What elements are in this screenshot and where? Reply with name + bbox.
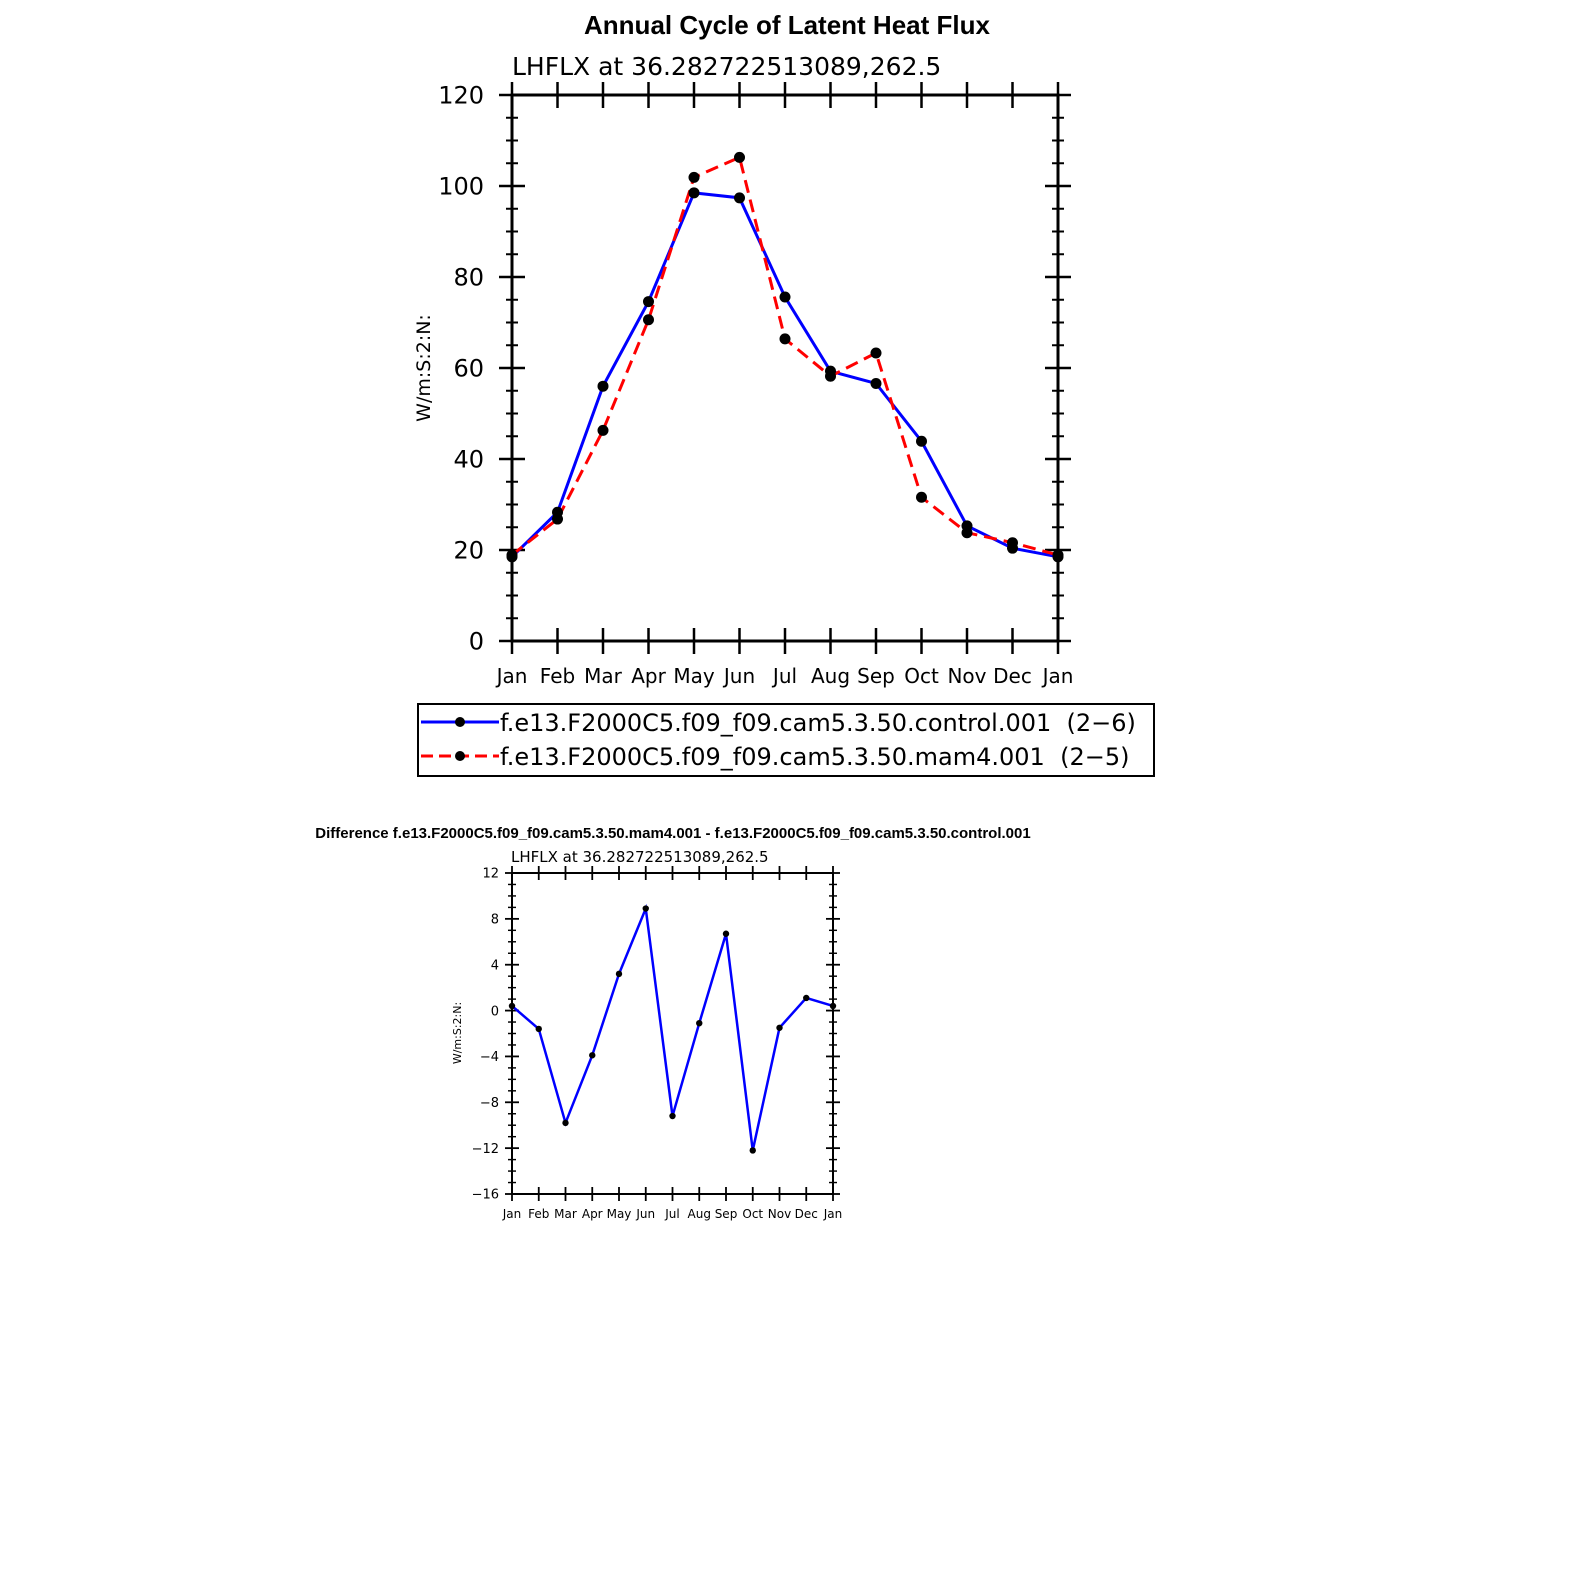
chart2-series-0-point [643,905,649,911]
legend-entry-control [421,709,1136,737]
chart1-x-tick-label: Nov [947,664,987,688]
legend-marker-mam4 [455,751,465,761]
chart1-title: Annual Cycle of Latent Heat Flux [584,10,990,40]
chart2-y-tick-label: −4 [479,1050,499,1066]
chart2-series-0-point [536,1026,542,1032]
chart1-series-1-point [1007,537,1018,548]
chart1-series-1-point [552,514,563,525]
chart1-ylabel: W/m:S:2:N: [413,314,435,422]
chart1-x-tick-label: Jun [723,664,756,688]
chart1-x-tick-label: May [673,664,715,688]
chart2-x-tick-label: Jan [502,1207,522,1221]
chart1-series-1-point [916,492,927,503]
chart1-y-tick-label: 0 [468,627,484,656]
chart1-x-tick-label: Jan [1042,664,1074,688]
chart2-y-tick-label: −16 [471,1187,499,1203]
legend-label-mam4: f.e13.F2000C5.f09_f09.cam5.3.50.mam4.001 (2−5) [500,743,1130,771]
chart2-subtitle: LHFLX at 36.282722513089,262.5 [511,848,769,866]
chart2-series-0-point [723,931,729,937]
chart2-y-tick-label: −8 [479,1095,499,1111]
chart2-x-tick-label: Jun [636,1207,656,1221]
chart1-series-1-point [689,172,700,183]
chart1-x-tick-label: Apr [631,664,666,688]
chart1-x-tick-label: Sep [857,664,895,688]
chart1-series-1-point [871,347,882,358]
legend-label-control: f.e13.F2000C5.f09_f09.cam5.3.50.control.001 (2−6) [500,709,1136,737]
chart2-x-tick-label: Aug [687,1207,711,1221]
chart1-y-tick-label: 60 [453,354,484,383]
chart2-series-0-point [562,1120,568,1126]
chart2-x-tick-label: Apr [581,1207,603,1221]
chart2-title: Difference f.e13.F2000C5.f09_f09.cam5.3.50.mam4.001 - f.e13.F2000C5.f09_f09.cam5.3.50.control.001 [315,825,1031,842]
chart1-series-0-point [689,187,700,198]
chart1-x-tick-label: Feb [539,664,576,688]
chart1-x-tick-label: Aug [810,664,851,688]
legend-entry-mam4 [421,743,1129,771]
chart1-y-tick-label: 80 [453,263,484,292]
chart2-series-0-point [776,1025,782,1031]
chart1-series-1-point [643,314,654,325]
chart1-series-1-point [780,333,791,344]
chart1-x-tick-label: Oct [904,664,939,688]
chart1-series-1-point [825,371,836,382]
chart2-series-0-point [616,971,622,977]
chart1-y-tick-label: 100 [438,172,484,201]
chart2-x-tick-label: May [606,1207,632,1221]
chart2-x-tick-label: Jul [665,1207,680,1221]
chart2-x-tick-label: Oct [742,1207,764,1221]
chart1-series-0-point [643,296,654,307]
legend-marker-control [455,717,465,727]
chart1-legend [418,704,1154,776]
chart1-series-0-point [734,192,745,203]
chart2-x-tick-label: Feb [528,1207,550,1221]
chart2-x-tick-label: Dec [794,1207,818,1221]
chart1-series-0-point [780,292,791,303]
chart2-series-0-point [589,1052,595,1058]
chart2-series-0-point [803,995,809,1001]
chart1-x-tick-label: Jan [496,664,528,688]
chart1-x-tick-label: Jul [772,664,798,688]
chart1-series-0-point [871,378,882,389]
chart1-subtitle: LHFLX at 36.282722513089,262.5 [512,52,942,81]
chart2-x-tick-label: Nov [767,1207,792,1221]
chart2-x-tick-label: Mar [554,1207,577,1221]
chart2-x-tick-label: Sep [714,1207,738,1221]
chart2-y-tick-label: 12 [482,866,499,882]
chart2-series-0-point [696,1020,702,1026]
chart1-series-1-point [734,152,745,163]
chart2-y-tick-label: 4 [490,958,499,974]
chart2-series-0-point [750,1147,756,1153]
chart1-x-tick-label: Dec [993,664,1032,688]
chart1-y-tick-label: 40 [453,445,484,474]
chart1-x-tick-label: Mar [584,664,622,688]
chart1-series-1-point [962,527,973,538]
chart1-y-tick-label: 120 [438,81,484,110]
chart1-y-tick-label: 20 [453,536,484,565]
chart2-x-tick-label: Jan [823,1207,843,1221]
chart1-series-0-point [916,436,927,447]
chart2-y-tick-label: 0 [490,1004,499,1020]
chart1-series-1-point [598,425,609,436]
chart2-series-0-point [669,1113,675,1119]
chart1-series-0-point [598,381,609,392]
chart2-ylabel: W/m:S:2:N: [451,1001,464,1065]
chart2-y-tick-label: −12 [471,1141,499,1157]
chart2-y-tick-label: 8 [490,912,499,928]
